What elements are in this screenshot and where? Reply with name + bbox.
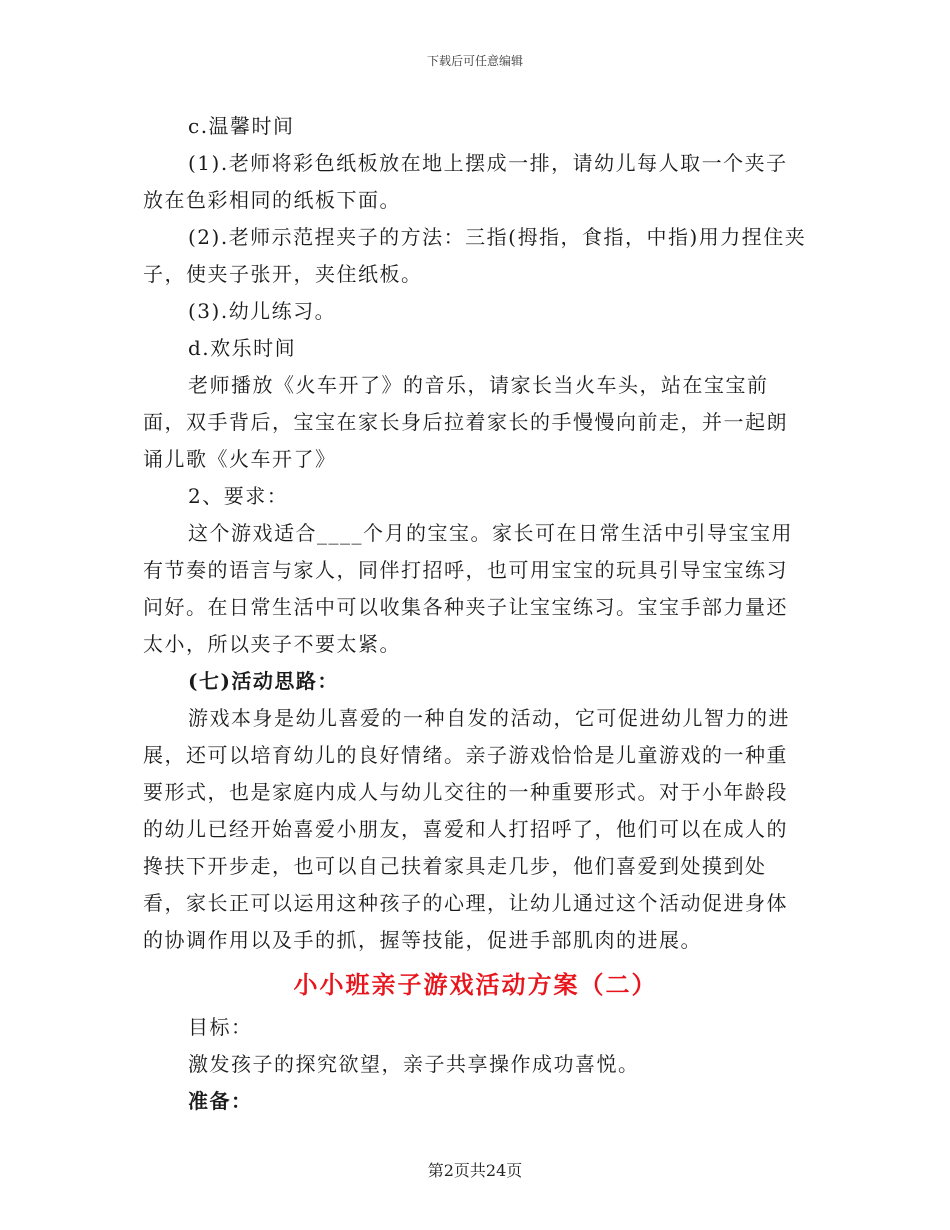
paragraph: (1).老师将彩色纸板放在地上摆成一排，请幼儿每人取一个夹子放在色彩相同的纸板下面。 bbox=[143, 151, 788, 212]
section-title: 小小班亲子游戏活动方案（二） bbox=[293, 970, 658, 999]
section-heading: 准备： bbox=[188, 1089, 253, 1113]
paragraph: (2).老师示范捏夹子的方法：三指(拇指，食指，中指)用力捏住夹子，使夹子张开，夹住纸板。 bbox=[143, 225, 807, 286]
paragraph: d.欢乐时间 bbox=[188, 336, 297, 360]
section-heading: (七)活动思路： bbox=[188, 669, 339, 693]
paragraph: (3).幼儿练习。 bbox=[188, 299, 337, 323]
section-heading: 2、要求： bbox=[188, 484, 289, 508]
paragraph: 激发孩子的探究欲望，亲子共享操作成功喜悦。 bbox=[188, 1052, 640, 1076]
header-note: 下载后可任意编辑 bbox=[426, 54, 523, 68]
paragraph: 老师播放《火车开了》的音乐，请家长当火车头，站在宝宝前面，双手背后，宝宝在家长身后拉着家长的手慢慢向前走，并一起朗诵儿歌《火车开了》 bbox=[143, 373, 788, 471]
paragraph: 这个游戏适合____个月的宝宝。家长可在日常生活中引导宝宝用有节奏的语言与家人，同伴打招呼，也可用宝宝的玩具引导宝宝练习问好。在日常生活中可以收集各种夹子让宝宝练习。宝宝手部力量还太小，所以夹子不要太紧。 bbox=[143, 521, 793, 656]
paragraph: c.温馨时间 bbox=[188, 114, 295, 138]
paragraph: 目标： bbox=[188, 1015, 253, 1039]
paragraph: 游戏本身是幼儿喜爱的一种自发的活动，它可促进幼儿智力的进展，还可以培育幼儿的良好情绪。亲子游戏恰恰是儿童游戏的一种重要形式，也是家庭内成人与幼儿交往的一种重要形式。对于小年龄段的幼儿已经开始喜爱小朋友，喜爱和人打招呼了，他们可以在成人的搀扶下开步走，也可以自己扶着家具走几步，他们喜爱到处摸到处看，家长正可以运用这种孩子的心理，让幼儿通过这个活动促进身体的协调作用以及手的抓，握等技能，促进手部肌肉的进展。 bbox=[143, 706, 790, 952]
page-number: 第2页共24页 bbox=[427, 1161, 523, 1180]
document-body bbox=[143, 108, 808, 1120]
